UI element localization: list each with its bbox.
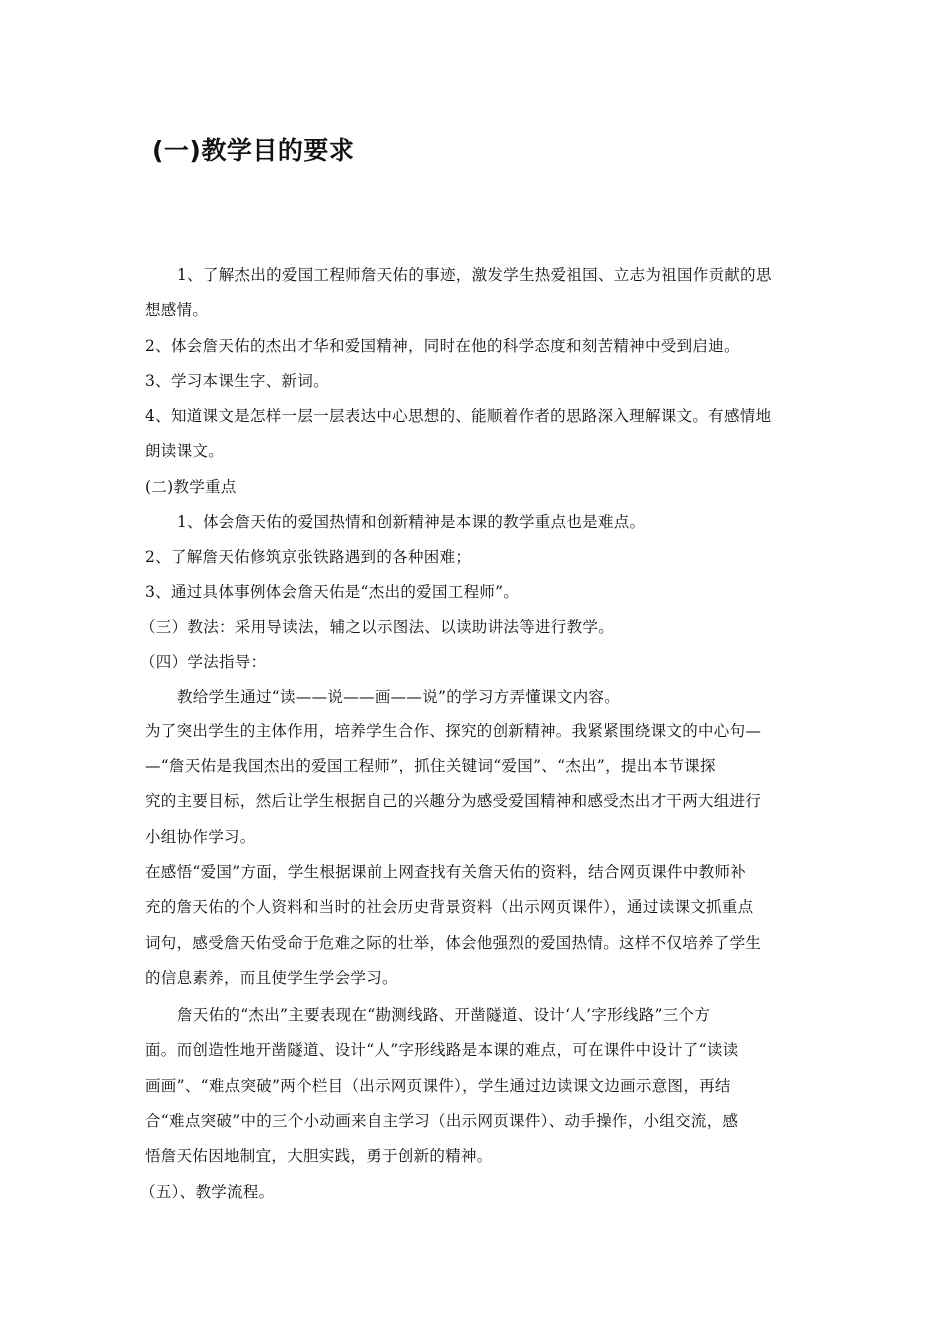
text-line: 词句，感受詹天佑受命于危难之际的壮举，体会他强烈的爱国热情。这样不仅培养了学生 <box>145 934 762 952</box>
text-line: 想感情。 <box>145 301 209 319</box>
text-line: —“詹天佑是我国杰出的爱国工程师”，抓住关键词“爱国”、“杰出”，提出本节课探 <box>145 757 716 775</box>
text-line: 合“难点突破”中的三个小动画来自主学习（出示网页课件）、动手操作，小组交流，感 <box>145 1112 739 1130</box>
text-line: 在感悟“爱国”方面，学生根据课前上网查找有关詹天佑的资料，结合网页课件中教师补 <box>145 863 747 881</box>
text-line: 詹天佑的“杰出”主要表现在“勘测线路、开凿隧道、设计‘人’字形线路”三个方 <box>177 1006 711 1024</box>
text-line: 充的詹天佑的个人资料和当时的社会历史背景资料（出示网页课件），通过读课文抓重点 <box>145 898 754 916</box>
text-line: 为了突出学生的主体作用，培养学生合作、探究的创新精神。我紧紧围绕课文的中心句— <box>145 722 762 740</box>
text-line: 1、了解杰出的爱国工程师詹天佑的事迹，激发学生热爱祖国、立志为祖国作贡献的思 <box>177 266 772 284</box>
section-heading: （三）教法：采用导读法，辅之以示图法、以读助讲法等进行教学。 <box>140 618 615 636</box>
text-line: 朗读课文。 <box>145 442 225 460</box>
text-line: 悟詹天佑因地制宜，大胆实践，勇于创新的精神。 <box>145 1147 493 1165</box>
document-title: (一)教学目的要求 <box>152 136 355 165</box>
text-line: 4、知道课文是怎样一层一层表达中心思想的、能顺着作者的思路深入理解课文。有感情地 <box>145 407 772 425</box>
text-line: 3、通过具体事例体会詹天佑是“杰出的爱国工程师”。 <box>145 583 520 601</box>
text-line: 面。而创造性地开凿隧道、设计“人”字形线路是本课的难点，可在课件中设计了“读读 <box>145 1041 739 1059</box>
text-line: 3、学习本课生字、新词。 <box>145 372 329 390</box>
text-line: 小组协作学习。 <box>145 828 256 846</box>
text-line: 的信息素养，而且使学生学会学习。 <box>145 969 398 987</box>
section-heading: （五）、教学流程。 <box>140 1183 275 1201</box>
section-heading: (二)教学重点 <box>145 478 237 496</box>
text-line: 画画”、“难点突破”两个栏目（出示网页课件），学生通过边读课文边画示意图，再结 <box>145 1077 731 1095</box>
text-line: 教给学生通过“读——说——画——说”的学习方弄懂课文内容。 <box>177 688 621 706</box>
text-line: 2、体会詹天佑的杰出才华和爱国精神，同时在他的科学态度和刻苦精神中受到启迪。 <box>145 337 740 355</box>
text-line: 1、体会詹天佑的爱国热情和创新精神是本课的教学重点也是难点。 <box>177 513 646 531</box>
section-heading: （四）学法指导： <box>140 653 267 671</box>
text-line: 2、了解詹天佑修筑京张铁路遇到的各种困难； <box>145 548 472 566</box>
text-line: 究的主要目标，然后让学生根据自己的兴趣分为感受爱国精神和感受杰出才干两大组进行 <box>145 792 762 810</box>
